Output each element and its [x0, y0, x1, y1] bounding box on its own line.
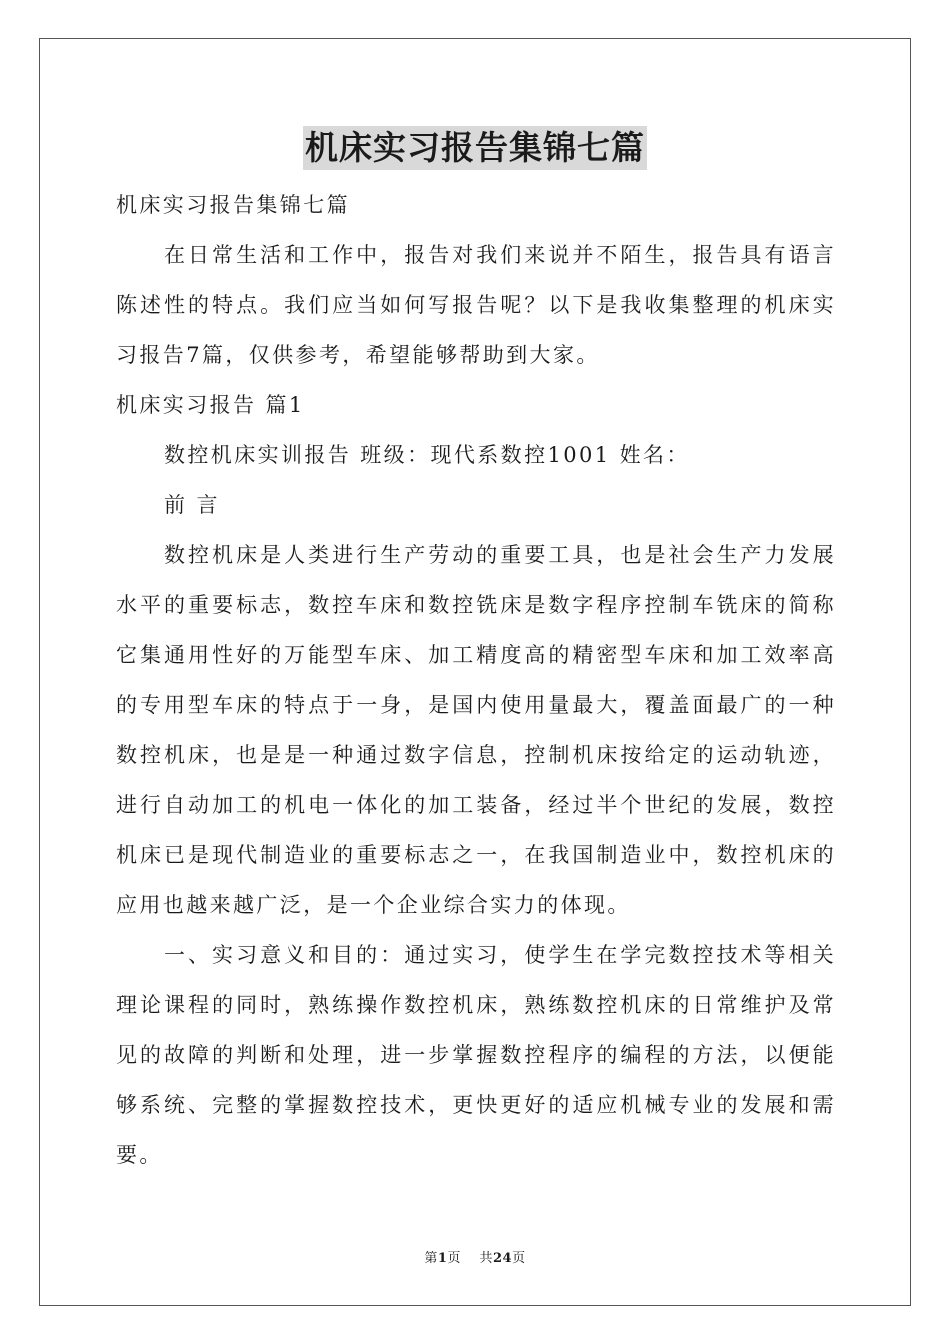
class-info-line: 数控机床实训报告 班级：现代系数控1001 姓名： — [164, 443, 690, 467]
page-footer — [0, 1247, 950, 1266]
preface-heading: 前 言 — [164, 493, 220, 517]
page-prefix: 第 — [424, 1251, 438, 1266]
intro-paragraph: 在日常生活和工作中，报告对我们来说并不陌生，报告具有语言陈述性的特点。我们应当如何写报告呢？以下是我收集整理的机床实习报告7篇，仅供参考，希望能够帮助到大家。 — [116, 243, 836, 367]
total-pages: 24 — [493, 1251, 513, 1266]
document-subtitle: 机床实习报告集锦七篇 — [116, 193, 350, 217]
page-suffix: 页 — [447, 1251, 461, 1266]
section-heading: 机床实习报告 篇1 — [116, 393, 305, 417]
title-container — [0, 126, 950, 170]
total-prefix: 共 — [479, 1251, 493, 1266]
body-paragraph-2: 一、实习意义和目的：通过实习，使学生在学完数控技术等相关理论课程的同时，熟练操作数控机床，熟练数控机床的日常维护及常见的故障的判断和处理，进一步掌握数控程序的编程的方法，以便能够系统、完整的掌握数控技术，更快更好的适应机械专业的发展和需要。 — [116, 943, 836, 1167]
document-title: 机床实习报告集锦七篇 — [303, 126, 647, 170]
document-body — [116, 180, 836, 1180]
page-number: 1 — [437, 1251, 448, 1266]
body-paragraph-1: 数控机床是人类进行生产劳动的重要工具，也是社会生产力发展水平的重要标志，数控车床和数控铣床是数字程序控制车铣床的简称它集通用性好的万能型车床、加工精度高的精密型车床和加工效率高的专用型车床的特点于一身，是国内使用量最大，覆盖面最广的一种数控机床，也是是一种通过数字信息，控制机床按给定的运动轨迹，进行自动加工的机电一体化的加工装备，经过半个世纪的发展，数控机床已是现代制造业的重要标志之一，在我国制造业中，数控机床的应用也越来越广泛，是一个企业综合实力的体现。 — [116, 543, 836, 917]
total-suffix: 页 — [512, 1251, 526, 1266]
